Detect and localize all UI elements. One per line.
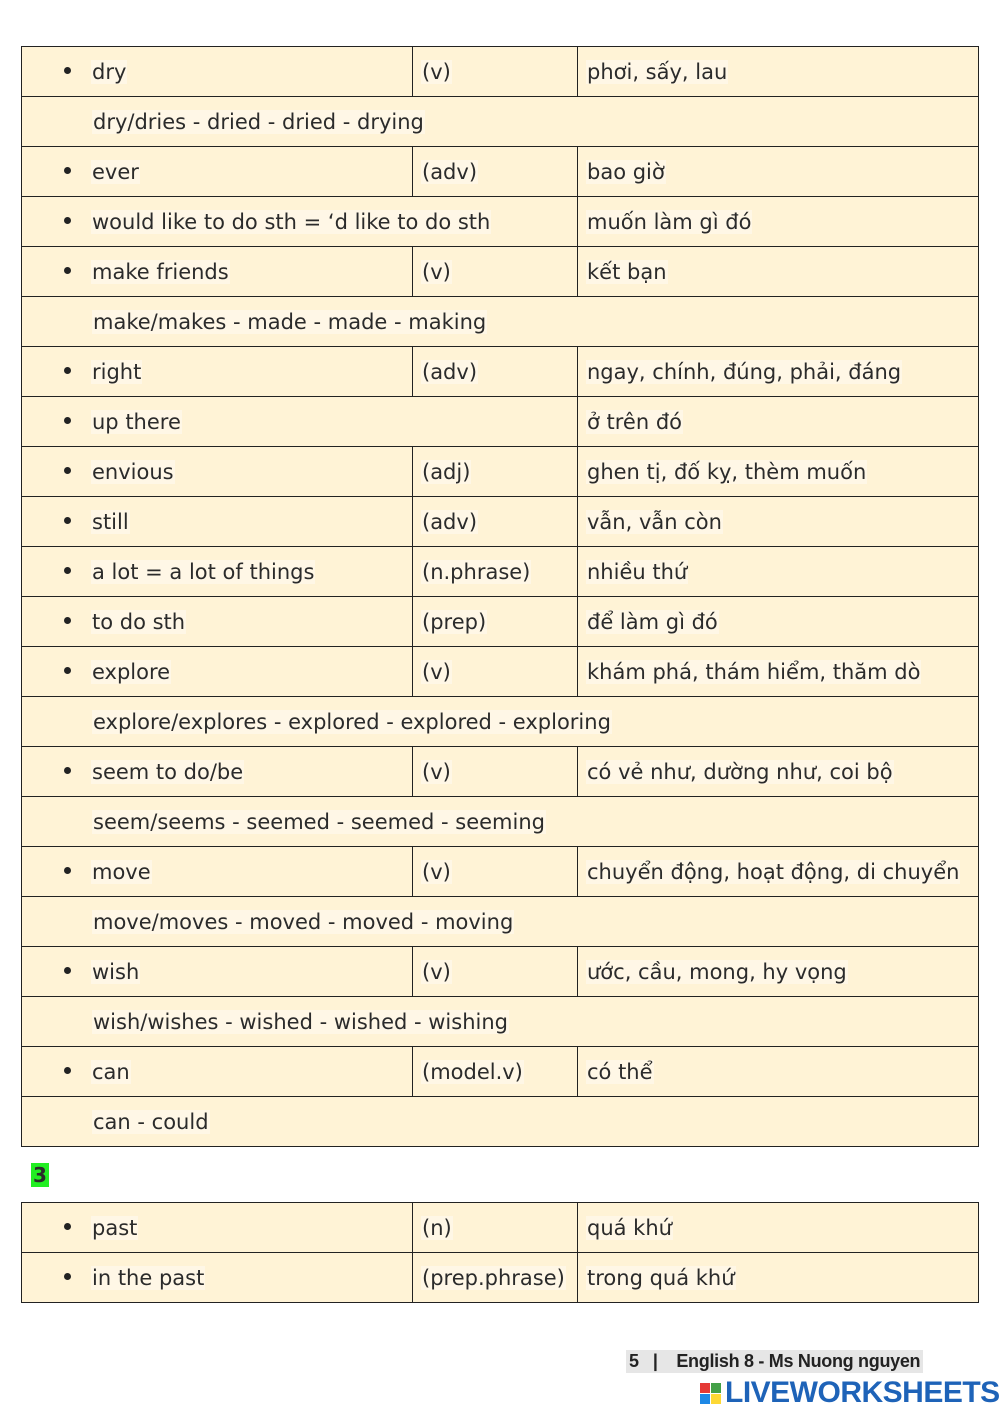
part-of-speech: (adj) <box>422 459 471 484</box>
part-of-speech: (prep) <box>422 609 487 634</box>
word-cell <box>22 47 413 97</box>
vocab-word: move <box>92 859 151 884</box>
vocab-word: make friends <box>92 259 229 284</box>
verb-forms: dry/dries - dried - dried - drying <box>93 109 424 134</box>
part-of-speech: (prep.phrase) <box>422 1265 565 1290</box>
part-of-speech-cell <box>413 647 578 697</box>
vocab-word: right <box>92 359 142 384</box>
vocab-word: to do sth <box>92 609 186 634</box>
part-of-speech-cell <box>413 597 578 647</box>
part-of-speech: (v) <box>422 659 451 684</box>
meaning-cell <box>578 547 979 597</box>
meaning: để làm gì đó <box>587 609 718 634</box>
part-of-speech: (n.phrase) <box>422 559 531 584</box>
meaning: chuyển động, hoạt động, di chuyển <box>587 859 960 884</box>
table-row <box>22 297 979 347</box>
part-of-speech: (v) <box>422 959 451 984</box>
vocab-word: wish <box>92 959 140 984</box>
table-row <box>22 697 979 747</box>
word-cell <box>22 147 413 197</box>
word-cell <box>22 347 413 397</box>
bullet-icon <box>64 467 71 474</box>
vocab-word: can <box>92 1059 130 1084</box>
part-of-speech: (adv) <box>422 159 478 184</box>
vocab-word: seem to do/be <box>92 759 244 784</box>
verb-forms: wish/wishes - wished - wished - wishing <box>93 1009 508 1034</box>
meaning: có thể <box>587 1059 653 1084</box>
meaning: nhiều thứ <box>587 559 688 584</box>
bullet-icon <box>64 967 71 974</box>
verb-forms: explore/explores - explored - explored - exploring <box>93 709 611 734</box>
vocab-table-1 <box>21 46 979 1147</box>
verb-forms-cell <box>22 797 979 847</box>
bullet-icon <box>64 517 71 524</box>
meaning-cell <box>578 47 979 97</box>
bullet-icon <box>64 867 71 874</box>
verb-forms-cell <box>22 897 979 947</box>
part-of-speech-cell <box>413 147 578 197</box>
meaning: kết bạn <box>587 259 667 284</box>
word-cell <box>22 1047 413 1097</box>
table-row <box>22 247 979 297</box>
table-row <box>22 597 979 647</box>
table-row <box>22 897 979 947</box>
bullet-icon <box>64 417 71 424</box>
part-of-speech-cell <box>413 1203 578 1253</box>
verb-forms: seem/seems - seemed - seemed - seeming <box>93 809 545 834</box>
meaning: có vẻ như, dường như, coi bộ <box>587 759 893 784</box>
verb-forms-cell <box>22 97 979 147</box>
meaning-cell <box>578 197 979 247</box>
vocab-word: still <box>92 509 129 534</box>
word-cell <box>22 947 413 997</box>
page-footer: 5 | English 8 - Ms Nuong nguyen <box>626 1350 923 1373</box>
meaning: khám phá, thám hiểm, thăm dò <box>587 659 921 684</box>
word-cell <box>22 647 413 697</box>
bullet-icon <box>64 267 71 274</box>
meaning: ở trên đó <box>587 409 683 434</box>
part-of-speech-cell <box>413 497 578 547</box>
table-row <box>22 747 979 797</box>
meaning: vẫn, vẫn còn <box>587 509 722 534</box>
word-cell <box>22 447 413 497</box>
part-of-speech-cell <box>413 347 578 397</box>
vocab-word: would like to do sth = ‘d like to do sth <box>92 209 491 234</box>
bullet-icon <box>64 567 71 574</box>
meaning-cell <box>578 847 979 897</box>
verb-forms: can - could <box>93 1109 209 1134</box>
meaning-cell <box>578 447 979 497</box>
liveworksheets-logo-icon <box>700 1383 721 1404</box>
part-of-speech: (adv) <box>422 359 478 384</box>
part-of-speech: (v) <box>422 59 451 84</box>
part-of-speech: (model.v) <box>422 1059 523 1084</box>
vocab-word: past <box>92 1215 138 1240</box>
part-of-speech-cell <box>413 747 578 797</box>
meaning: bao giờ <box>587 159 665 184</box>
table-row <box>22 547 979 597</box>
word-cell <box>22 1203 413 1253</box>
table-row <box>22 447 979 497</box>
bullet-icon <box>64 667 71 674</box>
word-cell <box>22 597 413 647</box>
part-of-speech: (v) <box>422 859 451 884</box>
verb-forms: make/makes - made - made - making <box>93 309 487 334</box>
meaning: trong quá khứ <box>587 1265 735 1290</box>
word-cell <box>22 497 413 547</box>
table-row <box>22 647 979 697</box>
part-of-speech: (adv) <box>422 509 478 534</box>
meaning-cell <box>578 1203 979 1253</box>
table-row <box>22 97 979 147</box>
meaning-cell <box>578 597 979 647</box>
meaning: ngay, chính, đúng, phải, đáng <box>587 359 902 384</box>
table-row <box>22 947 979 997</box>
bullet-icon <box>64 1067 71 1074</box>
meaning-cell <box>578 947 979 997</box>
table-row <box>22 847 979 897</box>
meaning-cell <box>578 1047 979 1097</box>
meaning: quá khứ <box>587 1215 672 1240</box>
table-row <box>22 47 979 97</box>
vocab-word: in the past <box>92 1265 205 1290</box>
verb-forms: move/moves - moved - moved - moving <box>93 909 514 934</box>
part-of-speech-cell <box>413 1253 578 1303</box>
part-of-speech-cell <box>413 947 578 997</box>
table-row <box>22 997 979 1047</box>
vocab-word: dry <box>92 59 127 84</box>
section-number: 3 <box>33 1163 47 1187</box>
part-of-speech: (v) <box>422 259 451 284</box>
table-row <box>22 1253 979 1303</box>
part-of-speech: (v) <box>422 759 451 784</box>
word-cell <box>22 247 413 297</box>
meaning: muốn làm gì đó <box>587 209 752 234</box>
table-row <box>22 197 979 247</box>
word-cell <box>22 397 578 447</box>
bullet-icon <box>64 617 71 624</box>
bullet-icon <box>64 217 71 224</box>
bullet-icon <box>64 1223 71 1230</box>
word-cell <box>22 197 578 247</box>
word-cell <box>22 547 413 597</box>
table-row <box>22 347 979 397</box>
meaning: phơi, sấy, lau <box>587 59 728 84</box>
table-row <box>22 497 979 547</box>
verb-forms-cell <box>22 697 979 747</box>
table-row <box>22 397 979 447</box>
meaning-cell <box>578 147 979 197</box>
brand-name: LIVEWORKSHEETS <box>725 1376 1000 1409</box>
word-cell <box>22 847 413 897</box>
vocab-word: up there <box>92 409 181 434</box>
meaning-cell <box>578 747 979 797</box>
table-row <box>22 147 979 197</box>
vocab-word: envious <box>92 459 174 484</box>
vocab-word: explore <box>92 659 171 684</box>
table-row <box>22 1203 979 1253</box>
verb-forms-cell <box>22 297 979 347</box>
bullet-icon <box>64 367 71 374</box>
part-of-speech-cell <box>413 447 578 497</box>
meaning: ghen tị, đố kỵ, thèm muốn <box>587 459 867 484</box>
meaning: ước, cầu, mong, hy vọng <box>587 959 847 984</box>
bullet-icon <box>64 767 71 774</box>
liveworksheets-brand <box>700 1378 1000 1408</box>
bullet-icon <box>64 67 71 74</box>
bullet-icon <box>64 167 71 174</box>
meaning-cell <box>578 647 979 697</box>
table-row <box>22 797 979 847</box>
meaning-cell <box>578 1253 979 1303</box>
part-of-speech-cell <box>413 247 578 297</box>
verb-forms-cell <box>22 1097 979 1147</box>
meaning-cell <box>578 397 979 447</box>
part-of-speech-cell <box>413 547 578 597</box>
word-cell <box>22 747 413 797</box>
vocab-word: a lot = a lot of things <box>92 559 315 584</box>
meaning-cell <box>578 347 979 397</box>
word-cell <box>22 1253 413 1303</box>
meaning-cell <box>578 497 979 547</box>
part-of-speech-cell <box>413 1047 578 1097</box>
vocab-word: ever <box>92 159 139 184</box>
meaning-cell <box>578 247 979 297</box>
vocab-table-2 <box>21 1202 979 1303</box>
table-row <box>22 1097 979 1147</box>
table-row <box>22 1047 979 1097</box>
part-of-speech: (n) <box>422 1215 452 1240</box>
bullet-icon <box>64 1273 71 1280</box>
part-of-speech-cell <box>413 847 578 897</box>
verb-forms-cell <box>22 997 979 1047</box>
part-of-speech-cell <box>413 47 578 97</box>
